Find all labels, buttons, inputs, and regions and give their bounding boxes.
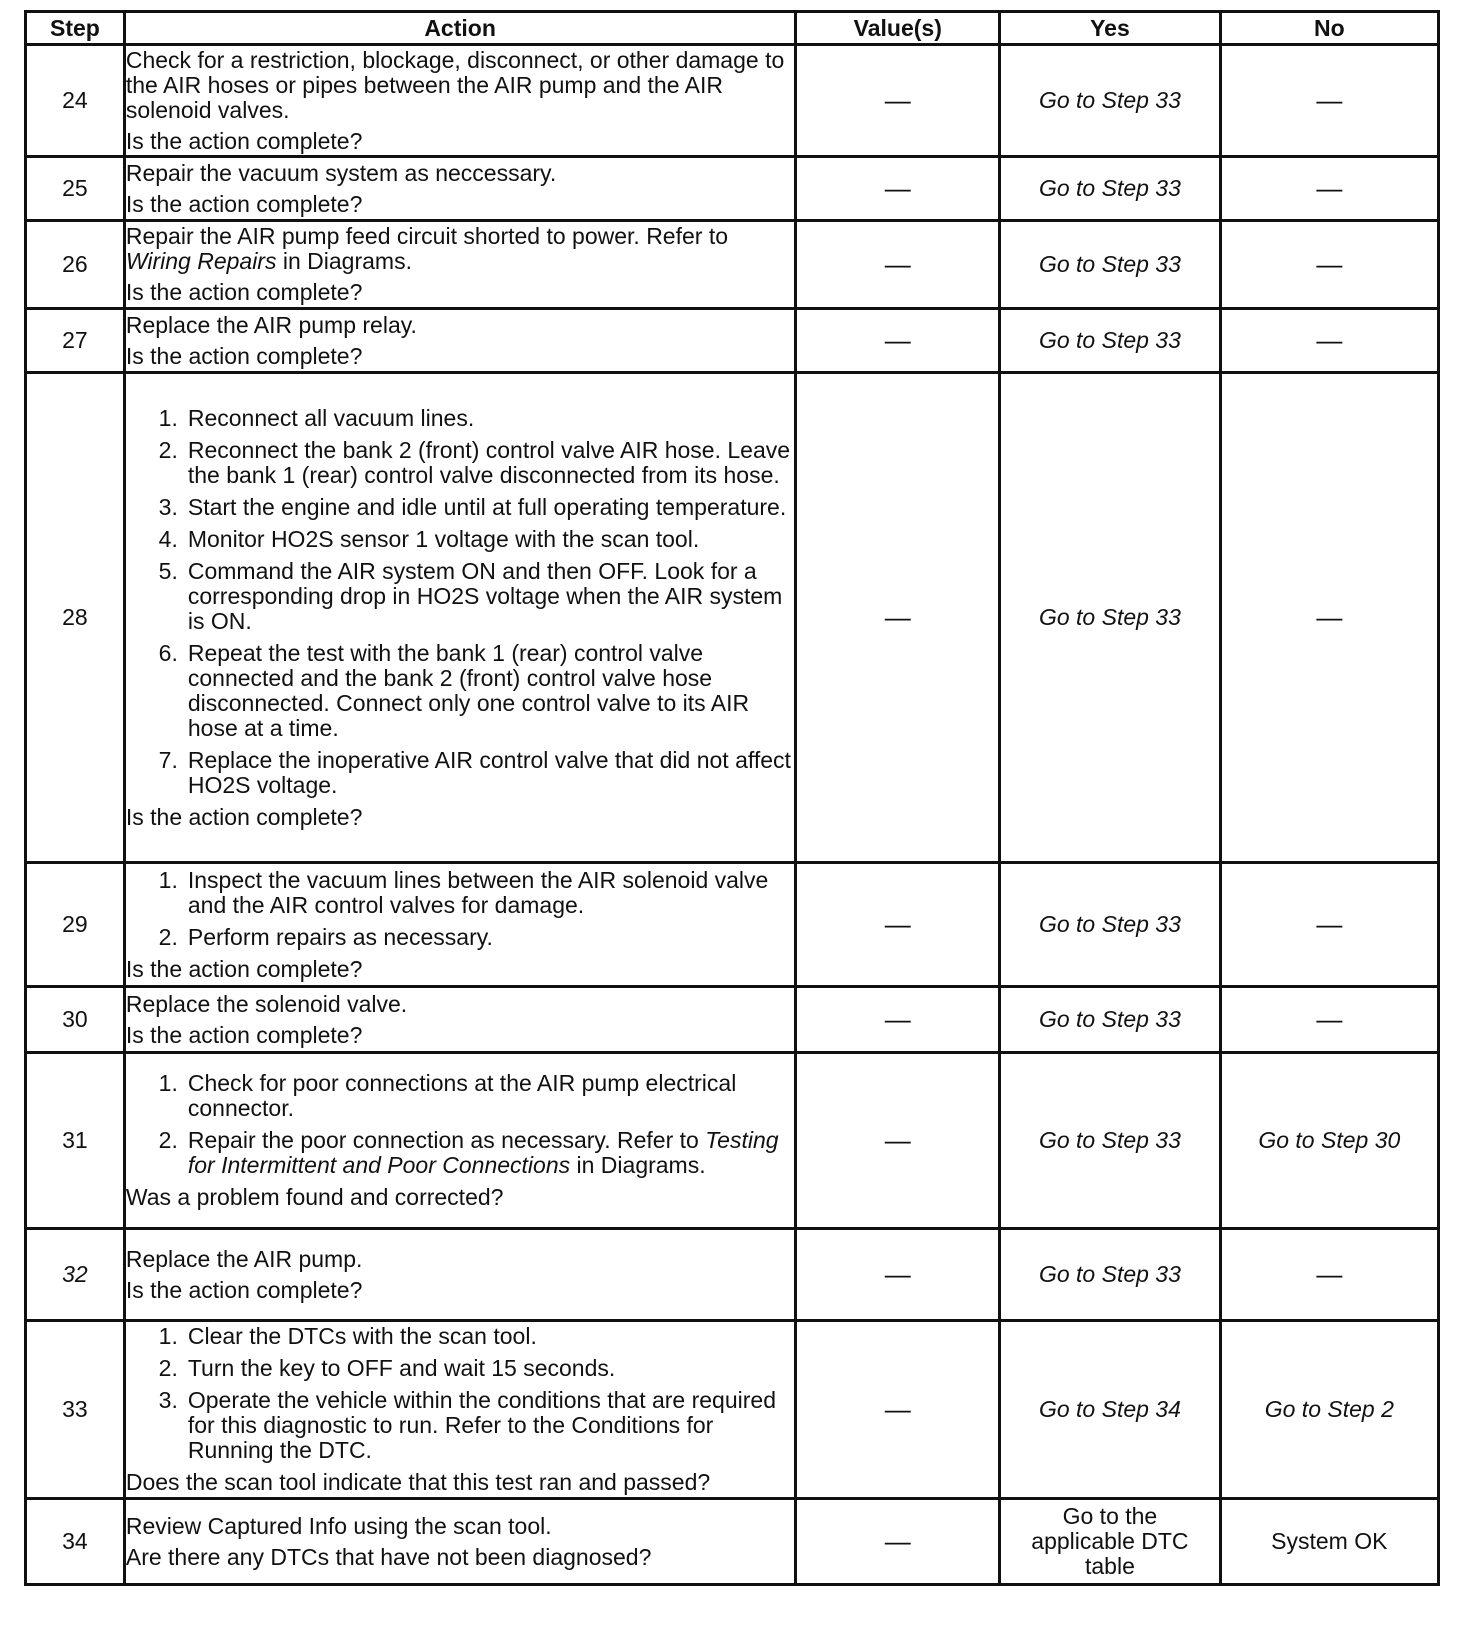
- action-cell: [124, 221, 795, 309]
- action-cell: [124, 863, 795, 987]
- action-question: Does the scan tool indicate that this test ran and passed?: [125, 1469, 711, 1495]
- yes-cell: Go to Step 33: [1000, 987, 1220, 1053]
- action-steps-list: [126, 868, 794, 950]
- action-text-part: Repair the AIR pump feed circuit shorted to power. Refer to: [125, 223, 729, 249]
- list-item: 3. Operate the vehicle within the conditions that are required for this diagnostic to run. Refer to the Conditions for Running the DTC.: [158, 1387, 776, 1463]
- yes-cell: Go to Step 33: [1000, 373, 1220, 863]
- action-question: Is the action complete?: [125, 955, 363, 982]
- action-text: Check for a restriction, blockage, disconnect, or other damage to the AIR hoses or pipes between the AIR pump and the AIR solenoid valves.: [125, 46, 785, 123]
- no-cell: —: [1220, 157, 1438, 221]
- action-text: Replace the AIR pump.: [125, 1245, 363, 1272]
- table-row-step-30: [26, 987, 1439, 1053]
- step-number: 26: [26, 221, 125, 309]
- list-item: 1. Reconnect all vacuum lines.: [158, 404, 475, 431]
- table-row-step-26: [26, 221, 1439, 309]
- action-steps-list: [126, 406, 794, 798]
- header-step: Step: [26, 12, 125, 45]
- action-text: Replace the solenoid valve.: [125, 990, 408, 1017]
- action-question: Is the action complete?: [125, 1021, 363, 1048]
- value-cell: —: [796, 1499, 1000, 1585]
- header-action: Action: [124, 12, 795, 45]
- action-cell: [124, 373, 795, 863]
- action-steps-list: [126, 1071, 794, 1178]
- no-cell: —: [1220, 987, 1438, 1053]
- value-cell: —: [796, 157, 1000, 221]
- action-question: Is the action complete?: [125, 803, 363, 830]
- value-cell: —: [796, 309, 1000, 373]
- yes-cell: Go to Step 33: [1000, 1053, 1220, 1229]
- value-cell: —: [796, 1321, 1000, 1499]
- header-yes: Yes: [1000, 12, 1220, 45]
- action-cell: [124, 157, 795, 221]
- step-number: 32: [26, 1229, 125, 1321]
- list-item: 2. Perform repairs as necessary.: [158, 923, 493, 950]
- table-row-step-32: [26, 1229, 1439, 1321]
- yes-cell: Go to Step 33: [1000, 863, 1220, 987]
- list-item: 7. Replace the inoperative AIR control valve that did not affect HO2S voltage.: [158, 746, 791, 798]
- action-text: [126, 224, 794, 274]
- value-cell: —: [796, 221, 1000, 309]
- action-cell: [124, 1229, 795, 1321]
- action-text-part: in Diagrams.: [282, 248, 412, 274]
- action-cell: [124, 1321, 795, 1499]
- no-cell: —: [1220, 1229, 1438, 1321]
- table-row-step-29: [26, 863, 1439, 987]
- action-steps-list: [126, 1324, 794, 1463]
- action-cell: [124, 987, 795, 1053]
- no-cell: —: [1220, 221, 1438, 309]
- list-item: 5. Command the AIR system ON and then OFF. Look for a corresponding drop in HO2S voltage when the AIR system is ON.: [158, 557, 783, 634]
- header-no: No: [1220, 12, 1438, 45]
- list-item: 1. Check for poor connections at the AIR pump electrical connector.: [158, 1070, 737, 1121]
- action-question: Is the action complete?: [125, 342, 363, 369]
- no-cell: —: [1220, 45, 1438, 157]
- list-item: 2. Repair the poor connection as necessary. Refer to Testing for Intermittent and Poor Connections in Diagrams.: [158, 1127, 779, 1178]
- value-cell: —: [796, 987, 1000, 1053]
- action-cell: [124, 309, 795, 373]
- action-question: Is the action complete?: [125, 279, 363, 305]
- table-row-step-25: [26, 157, 1439, 221]
- action-question: Is the action complete?: [125, 1276, 363, 1303]
- action-question: Is the action complete?: [125, 127, 363, 154]
- list-item: 4. Monitor HO2S sensor 1 voltage with the scan tool.: [158, 525, 700, 552]
- no-cell: —: [1220, 309, 1438, 373]
- yes-cell: Go to Step 33: [1000, 1229, 1220, 1321]
- table-row-step-33: [26, 1321, 1439, 1499]
- no-cell: —: [1220, 373, 1438, 863]
- list-item: 2. Reconnect the bank 2 (front) control valve AIR hose. Leave the bank 1 (rear) control valve disconnected from its hose.: [158, 436, 791, 488]
- diagnostic-table: [24, 10, 1440, 1586]
- yes-cell: Go to Step 33: [1000, 157, 1220, 221]
- action-cell: [124, 45, 795, 157]
- action-text: Replace the AIR pump relay.: [125, 311, 417, 338]
- step-number: 25: [26, 157, 125, 221]
- value-cell: —: [796, 1229, 1000, 1321]
- list-item: 3. Start the engine and idle until at full operating temperature.: [158, 493, 787, 520]
- no-cell: —: [1220, 863, 1438, 987]
- table-row-step-31: [26, 1053, 1439, 1229]
- action-question: Was a problem found and corrected?: [125, 1184, 504, 1210]
- value-cell: —: [796, 373, 1000, 863]
- action-text: Repair the vacuum system as neccessary.: [125, 159, 557, 186]
- action-text: Review Captured Info using the scan tool.: [125, 1512, 552, 1539]
- yes-cell: Go to Step 33: [1000, 45, 1220, 157]
- step-number: 24: [26, 45, 125, 157]
- yes-cell: Go to the applicable DTC table: [1000, 1499, 1220, 1585]
- no-cell: System OK: [1220, 1499, 1438, 1585]
- step-number: 33: [26, 1321, 125, 1499]
- step-number: 27: [26, 309, 125, 373]
- no-cell: Go to Step 2: [1220, 1321, 1438, 1499]
- action-cell: [124, 1499, 795, 1585]
- table-row-step-27: [26, 309, 1439, 373]
- step-number: 30: [26, 987, 125, 1053]
- table-row-step-28: [26, 373, 1439, 863]
- yes-cell: Go to Step 33: [1000, 309, 1220, 373]
- table-row-step-34: [26, 1499, 1439, 1585]
- list-item: 1. Inspect the vacuum lines between the AIR solenoid valve and the AIR control valves for damage.: [158, 866, 769, 918]
- diagnostic-table-page: [24, 10, 1440, 1586]
- value-cell: —: [796, 863, 1000, 987]
- action-question: Are there any DTCs that have not been diagnosed?: [125, 1543, 652, 1570]
- action-question: Is the action complete?: [125, 190, 363, 217]
- action-cell: [124, 1053, 795, 1229]
- list-item: 2. Turn the key to OFF and wait 15 seconds.: [158, 1355, 616, 1381]
- list-item: 6. Repeat the test with the bank 1 (rear) control valve connected and the bank 2 (front) control valve hose disconnected. Connect only one control valve to its AIR hose at a time.: [158, 639, 750, 741]
- yes-cell: Go to Step 34: [1000, 1321, 1220, 1499]
- reference-link: Wiring Repairs: [125, 248, 277, 274]
- value-cell: —: [796, 45, 1000, 157]
- step-number: 28: [26, 373, 125, 863]
- value-cell: —: [796, 1053, 1000, 1229]
- step-number: 29: [26, 863, 125, 987]
- step-number: 31: [26, 1053, 125, 1229]
- yes-cell: Go to Step 33: [1000, 221, 1220, 309]
- reference-link: Testing for Intermittent and Poor Connections: [187, 1127, 779, 1178]
- step-number: 34: [26, 1499, 125, 1585]
- header-row: [26, 12, 1439, 45]
- no-cell: Go to Step 30: [1220, 1053, 1438, 1229]
- table-row-step-24: [26, 45, 1439, 157]
- list-item: 1. Clear the DTCs with the scan tool.: [158, 1323, 537, 1349]
- header-values: Value(s): [796, 12, 1000, 45]
